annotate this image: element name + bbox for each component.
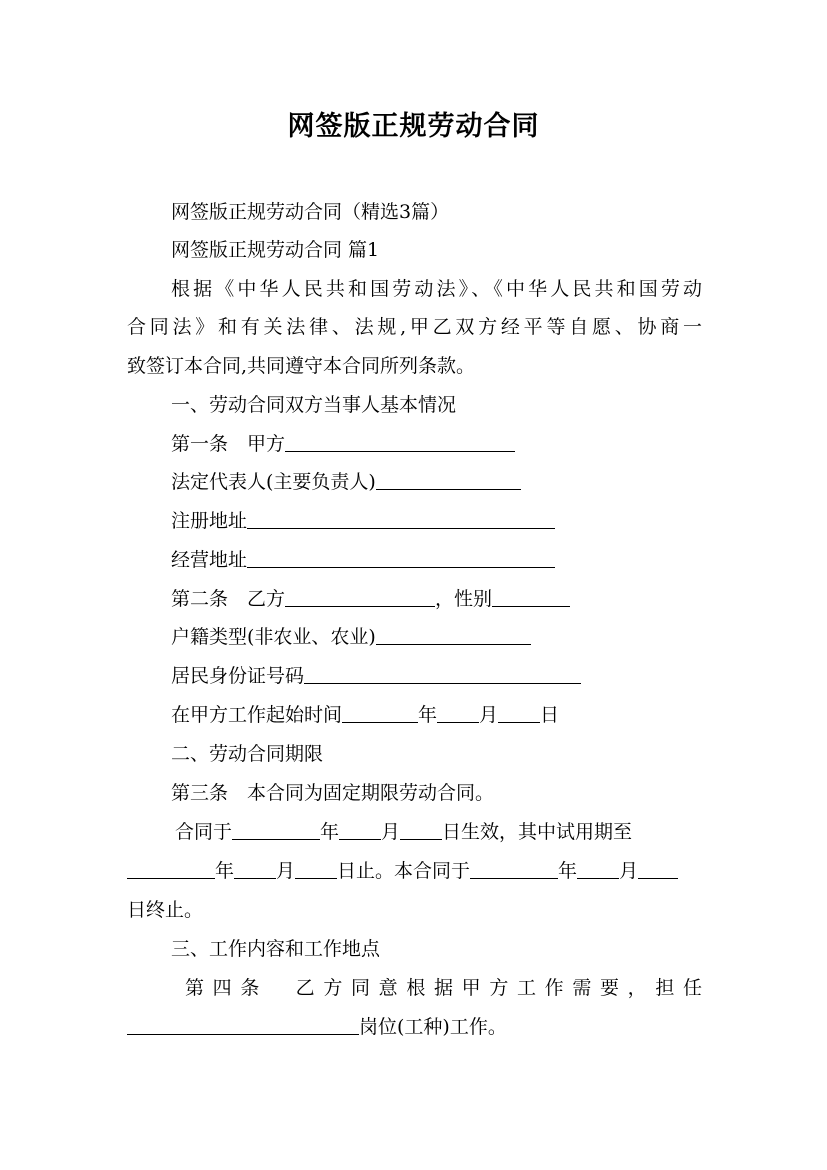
- probation-end-text: 日止。本合同于: [337, 860, 471, 882]
- id-line: [171, 664, 746, 688]
- party-b-blank[interactable]: [285, 588, 435, 607]
- term-line-2: [127, 859, 702, 883]
- start-label: 在甲方工作起始时间: [171, 704, 343, 726]
- id-label: 居民身份证号码: [171, 665, 305, 687]
- term-end-year-blank[interactable]: [470, 860, 558, 879]
- article2-label: 第二条 乙方: [171, 588, 286, 610]
- term-prefix: 合同于: [175, 821, 233, 843]
- document-title: 网签版正规劳动合同: [287, 111, 540, 142]
- reg-address-label: 注册地址: [171, 510, 248, 532]
- party-a-blank[interactable]: [285, 433, 515, 452]
- term-effect-text: 日生效，其中试用期至: [442, 821, 633, 843]
- year-label: 年: [418, 704, 438, 726]
- term-line-3: 日终止。: [127, 899, 204, 921]
- preamble-text-2: 合同法》和有关法律、法规,甲乙双方经平等自愿、协商一: [127, 316, 702, 338]
- year-label: 年: [558, 860, 578, 882]
- start-day-blank[interactable]: [498, 704, 540, 723]
- biz-address-blank[interactable]: [247, 549, 555, 568]
- preamble-text-1: 根据《中华人民共和国劳动法》、《中华人民共和国劳动: [171, 278, 702, 300]
- preamble-line-2: [127, 315, 702, 339]
- term-start-month-blank[interactable]: [339, 821, 381, 840]
- id-blank[interactable]: [304, 665, 581, 684]
- reg-address-blank[interactable]: [247, 510, 555, 529]
- document-subtitle: 网签版正规劳动合同（精选3篇）: [171, 201, 450, 223]
- month-label: 月: [479, 704, 499, 726]
- position-suffix: 岗位(工种)工作。: [359, 1016, 507, 1038]
- household-blank[interactable]: [376, 626, 531, 645]
- probation-day-blank[interactable]: [295, 860, 337, 879]
- year-label: 年: [215, 860, 235, 882]
- month-label: 月: [276, 860, 296, 882]
- article2-line: [171, 587, 746, 611]
- legal-rep-label: 法定代表人(主要负责人): [171, 471, 376, 493]
- article4-text: 第四条 乙方同意根据甲方工作需要，担任: [185, 977, 702, 999]
- term-end-month-blank[interactable]: [577, 860, 619, 879]
- biz-address-line: [171, 548, 746, 572]
- start-year-blank[interactable]: [342, 704, 418, 723]
- household-line: [171, 625, 746, 649]
- reg-address-line: [171, 509, 746, 533]
- legal-rep-blank[interactable]: [376, 471, 521, 490]
- start-month-blank[interactable]: [437, 704, 479, 723]
- gender-blank[interactable]: [492, 588, 570, 607]
- probation-year-blank[interactable]: [127, 860, 215, 879]
- biz-address-label: 经营地址: [171, 549, 248, 571]
- preamble-line-3: 致签订本合同,共同遵守本合同所列条款。: [127, 355, 476, 377]
- position-line: [127, 1015, 702, 1039]
- probation-month-blank[interactable]: [234, 860, 276, 879]
- article1-label: 第一条 甲方: [171, 433, 286, 455]
- section3-heading: 三、工作内容和工作地点: [171, 938, 381, 960]
- month-label: 月: [619, 860, 639, 882]
- legal-rep-line: [171, 470, 746, 494]
- start-date-line: [171, 703, 746, 727]
- term-start-year-blank[interactable]: [232, 821, 320, 840]
- month-label: 月: [381, 821, 401, 843]
- article1-line: [171, 432, 746, 456]
- household-label: 户籍类型(非农业、农业): [171, 626, 376, 648]
- term-line-1: [175, 820, 750, 844]
- day-label: 日: [540, 704, 560, 726]
- section1-heading: 一、劳动合同双方当事人基本情况: [171, 394, 457, 416]
- term-start-day-blank[interactable]: [400, 821, 442, 840]
- position-blank[interactable]: [127, 1016, 359, 1035]
- preamble-line-1: [171, 277, 702, 301]
- article4-line: [185, 976, 702, 1000]
- gender-label: ，性别: [435, 588, 493, 610]
- section2-heading: 二、劳动合同期限: [171, 743, 324, 765]
- year-label: 年: [320, 821, 340, 843]
- term-end-day-blank[interactable]: [638, 860, 678, 879]
- part-heading: 网签版正规劳动合同 篇1: [171, 239, 380, 261]
- article3: 第三条 本合同为固定期限劳动合同。: [171, 782, 495, 804]
